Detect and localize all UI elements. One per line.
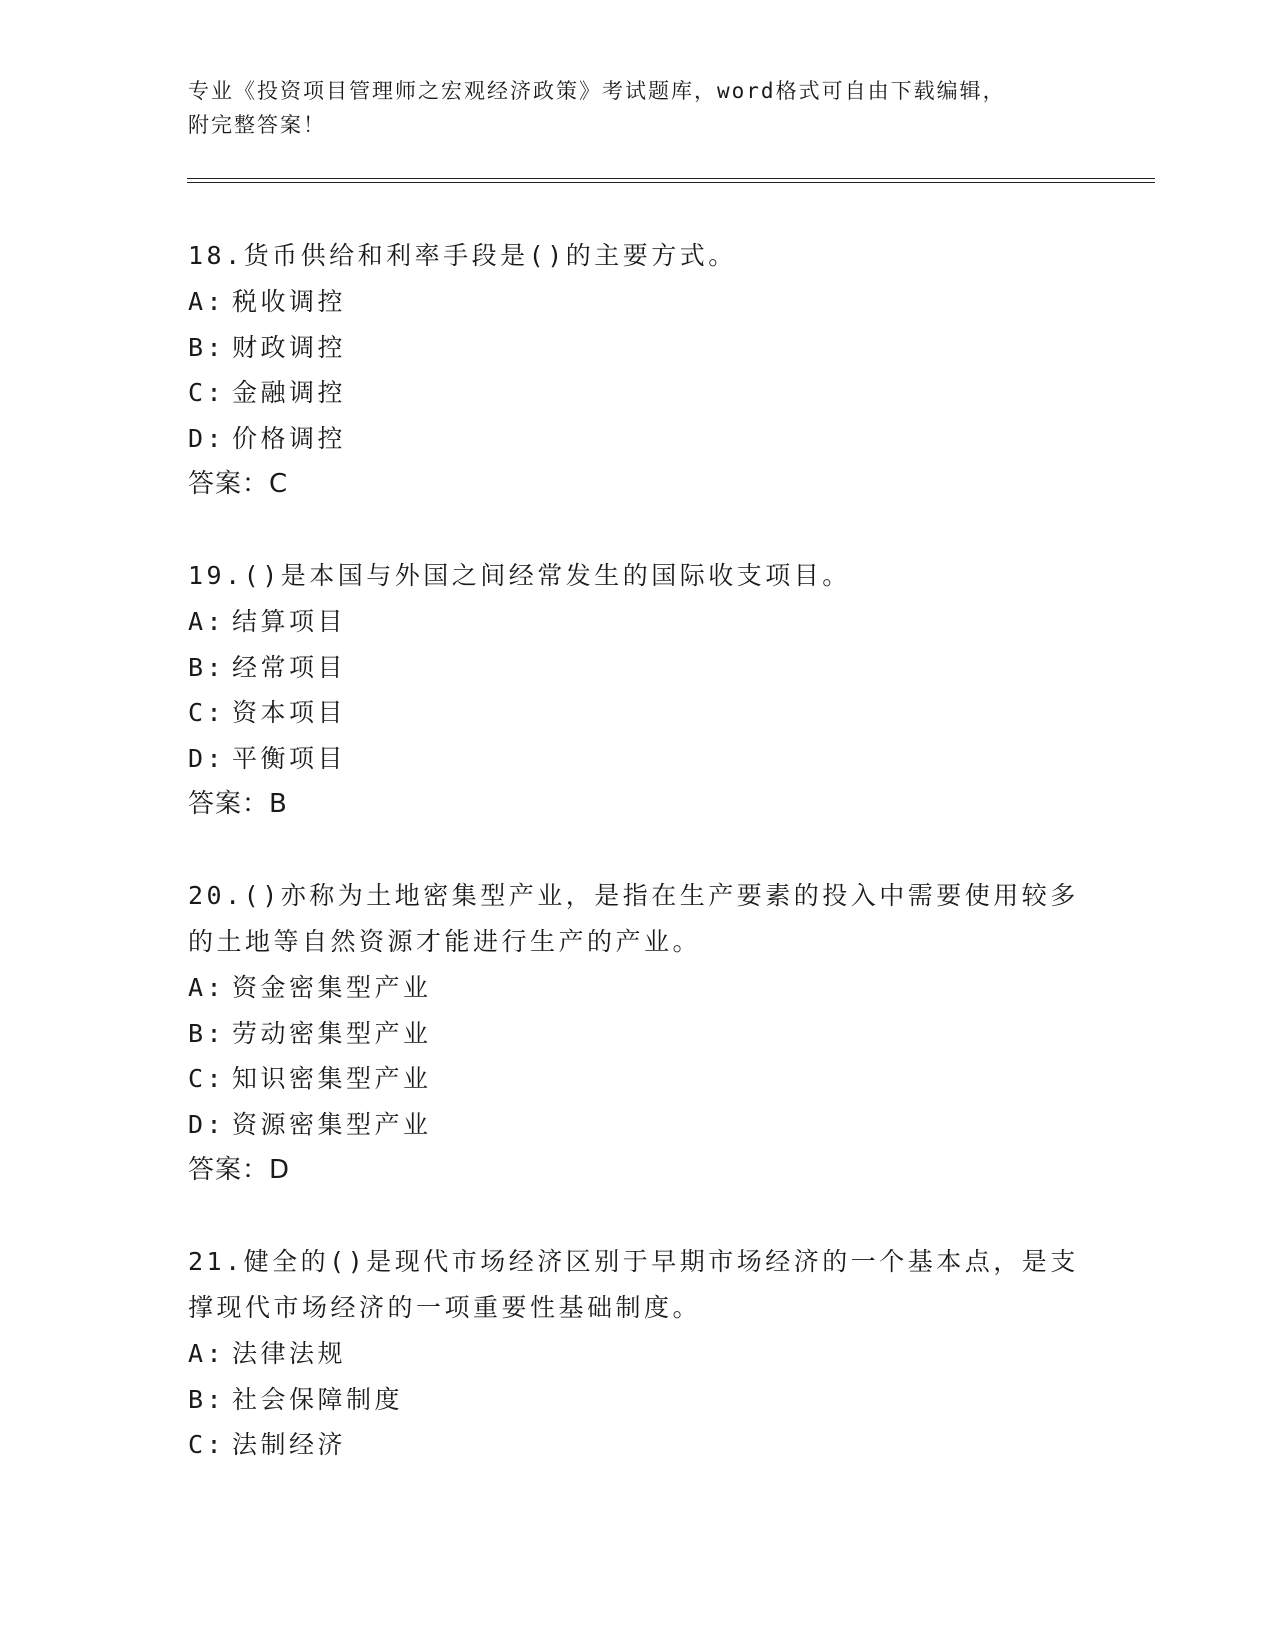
option-text: 资本项目: [232, 698, 347, 727]
option-letter: B:: [188, 332, 226, 362]
option-letter: D:: [188, 743, 226, 773]
option-text: 法律法规: [232, 1339, 347, 1368]
option-d: [188, 416, 1088, 462]
option-letter: C:: [188, 1430, 226, 1459]
answer-line: 答案：B: [188, 789, 288, 819]
question-stem: 20.()亦称为土地密集型产业，是指在生产要素的投入中需要使用较多的土地等自然资源才能进行生产的产业。: [188, 881, 1079, 956]
header-line-1: 专业《投资项目管理师之宏观经济政策》考试题库，word格式可自由下载编辑，: [188, 79, 1006, 103]
option-text: 金融调控: [232, 378, 347, 407]
option-text: 社会保障制度: [232, 1384, 404, 1414]
option-text: 经常项目: [232, 652, 347, 682]
question-stem: 18.货币供给和利率手段是()的主要方式。: [188, 241, 737, 270]
option-letter: C:: [188, 378, 226, 407]
option-letter: B:: [188, 652, 226, 682]
option-text: 财政调控: [232, 332, 347, 362]
question-19: [188, 553, 1088, 827]
option-letter: D:: [188, 1109, 226, 1139]
question-20: [188, 873, 1088, 1193]
question-stem: 21.健全的()是现代市场经济区别于早期市场经济的一个基本点，是支撑现代市场经济的一项重要性基础制度。: [188, 1247, 1079, 1322]
option-d: [188, 736, 1088, 782]
option-text: 结算项目: [232, 607, 347, 636]
answer-line: 答案：C: [188, 469, 289, 499]
option-text: 平衡项目: [232, 743, 347, 773]
option-b: [188, 1377, 1088, 1423]
option-b: [188, 645, 1088, 691]
option-a: [188, 1331, 1088, 1377]
question-stem: 19.()是本国与外国之间经常发生的国际收支项目。: [188, 561, 851, 590]
question-21: [188, 1239, 1088, 1468]
option-text: 价格调控: [232, 423, 347, 453]
option-a: [188, 599, 1088, 645]
option-text: 劳动密集型产业: [232, 1018, 432, 1048]
option-c: [188, 690, 1088, 736]
option-letter: A:: [188, 973, 226, 1002]
option-d: [188, 1102, 1088, 1148]
option-letter: A:: [188, 607, 226, 636]
option-text: 法制经济: [232, 1430, 347, 1459]
option-letter: C:: [188, 1064, 226, 1093]
header-line-2: 附完整答案！: [188, 113, 326, 137]
option-a: [188, 279, 1088, 325]
option-letter: D:: [188, 423, 226, 453]
question-list: [188, 233, 1088, 1514]
option-letter: B:: [188, 1018, 226, 1048]
answer-line: 答案：D: [188, 1155, 291, 1185]
option-letter: B:: [188, 1384, 226, 1414]
option-letter: C:: [188, 698, 226, 727]
option-c: [188, 370, 1088, 416]
option-a: [188, 965, 1088, 1011]
option-c: [188, 1422, 1088, 1468]
header-double-rule: [187, 178, 1155, 183]
option-b: [188, 325, 1088, 371]
option-text: 税收调控: [232, 287, 347, 316]
option-text: 资源密集型产业: [232, 1109, 432, 1139]
document-header: [188, 74, 1088, 142]
question-18: [188, 233, 1088, 507]
option-c: [188, 1056, 1088, 1102]
option-b: [188, 1011, 1088, 1057]
option-text: 资金密集型产业: [232, 973, 432, 1002]
option-letter: A:: [188, 1339, 226, 1368]
option-letter: A:: [188, 287, 226, 316]
option-text: 知识密集型产业: [232, 1064, 432, 1093]
